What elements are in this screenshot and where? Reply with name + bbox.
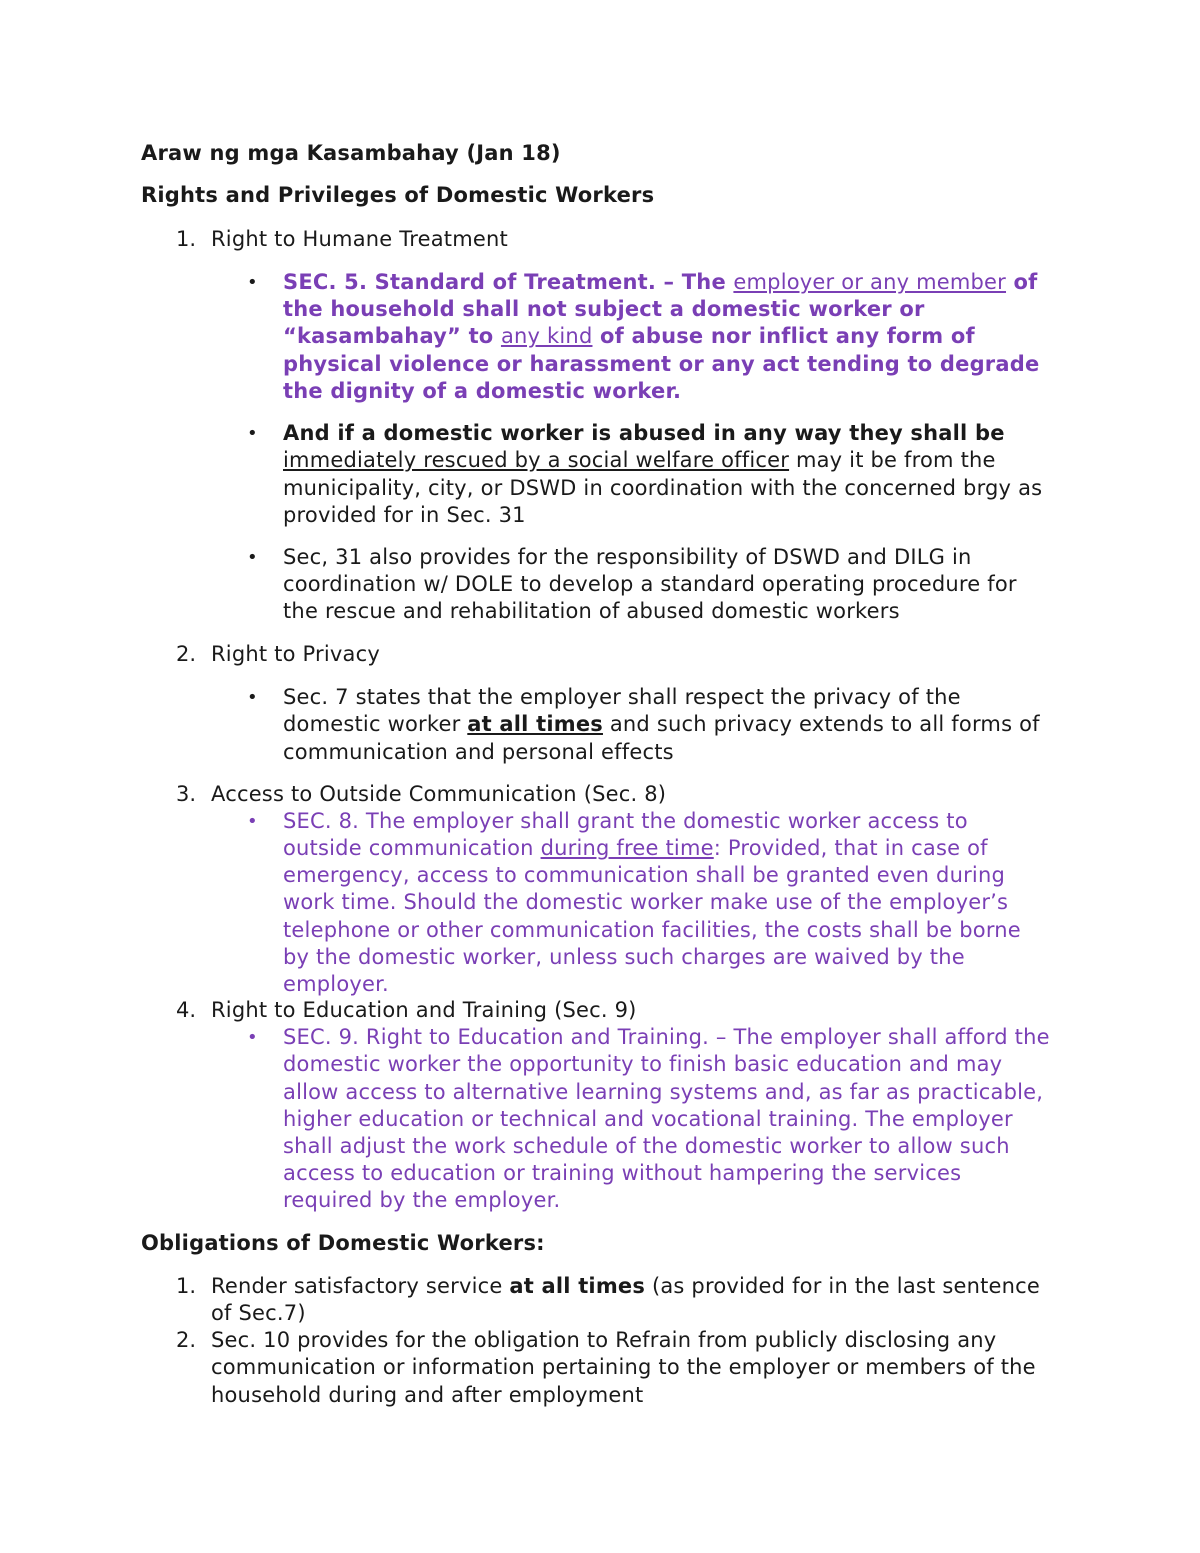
sec9-line: required by the employer.: [283, 1188, 561, 1212]
bullet-icon: •: [247, 423, 258, 444]
obligation-1-line: Render satisfactory service at all times (as provided for in the last sentence: [211, 1274, 1041, 1298]
sec5-line: the dignity of a domestic worker.: [283, 379, 682, 403]
sec7-line: Sec. 7 states that the employer shall respect the privacy of the: [283, 685, 961, 709]
abuse-rescue-line: municipality, city, or DSWD in coordination with the concerned brgy as: [283, 476, 1043, 500]
sec9-line: domestic worker the opportunity to finish basic education and may: [283, 1052, 1003, 1076]
obligation-1-line: of Sec.7): [211, 1301, 306, 1325]
obligation-2-line: Sec. 10 provides for the obligation to Refrain from publicly disclosing any: [211, 1328, 997, 1352]
bullet-icon: •: [247, 272, 258, 293]
abuse-rescue-line: immediately rescued by a social welfare officer may it be from the: [283, 448, 996, 472]
document-title: Araw ng mga Kasambahay (Jan 18): [141, 141, 561, 165]
sec5-line: SEC. 5. Standard of Treatment. – The employer or any member of: [283, 270, 1038, 294]
rights-heading: Rights and Privileges of Domestic Workers: [141, 183, 655, 207]
sec9-line: higher education or technical and vocational training. The employer: [283, 1107, 1013, 1131]
sec9-line: shall adjust the work schedule of the domestic worker to allow such: [283, 1134, 1010, 1158]
obligations-heading: Obligations of Domestic Workers:: [141, 1231, 545, 1255]
sec9-line: SEC. 9. Right to Education and Training. – The employer shall afford the: [283, 1025, 1050, 1049]
bullet-icon: •: [247, 811, 258, 832]
sec8-line: outside communication during free time: Provided, that in case of: [283, 836, 988, 860]
sec8-line: employer.: [283, 972, 389, 996]
obligation-2-line: communication or information pertaining to the employer or members of the: [211, 1355, 1036, 1379]
list-number: 4.: [176, 998, 197, 1022]
sec5-line: the household shall not subject a domestic worker or: [283, 297, 925, 321]
sec8-line: by the domestic worker, unless such charges are waived by the: [283, 945, 965, 969]
obligation-2-line: household during and after employment: [211, 1383, 644, 1407]
bullet-icon: •: [247, 1027, 258, 1048]
sec8-line: SEC. 8. The employer shall grant the domestic worker access to: [283, 809, 968, 833]
bullet-icon: •: [247, 547, 258, 568]
right-1-title: Right to Humane Treatment: [211, 227, 508, 251]
list-number: 1.: [176, 1274, 197, 1298]
right-3-title: Access to Outside Communication (Sec. 8): [211, 782, 667, 806]
list-number: 1.: [176, 227, 197, 251]
sec31-line: coordination w/ DOLE to develop a standard operating procedure for: [283, 572, 1017, 596]
sec31-line: Sec, 31 also provides for the responsibility of DSWD and DILG in: [283, 545, 972, 569]
sec9-line: allow access to alternative learning systems and, as far as practicable,: [283, 1080, 1044, 1104]
sec8-line: emergency, access to communication shall be granted even during: [283, 863, 1006, 887]
list-number: 2.: [176, 1328, 197, 1352]
right-2-title: Right to Privacy: [211, 642, 380, 666]
sec5-line: “kasambahay” to any kind of abuse nor inflict any form of: [283, 324, 975, 348]
sec5-line: physical violence or harassment or any act tending to degrade: [283, 352, 1040, 376]
sec8-line: work time. Should the domestic worker make use of the employer’s: [283, 890, 1009, 914]
sec7-line: domestic worker at all times and such privacy extends to all forms of: [283, 712, 1040, 736]
right-4-title: Right to Education and Training (Sec. 9): [211, 998, 637, 1022]
sec7-line: communication and personal effects: [283, 740, 674, 764]
sec9-line: access to education or training without hampering the services: [283, 1161, 962, 1185]
list-number: 3.: [176, 782, 197, 806]
sec31-line: the rescue and rehabilitation of abused domestic workers: [283, 599, 900, 623]
abuse-rescue-line: provided for in Sec. 31: [283, 503, 526, 527]
sec8-line: telephone or other communication facilities, the costs shall be borne: [283, 918, 1021, 942]
abuse-rescue-line: And if a domestic worker is abused in any way they shall be: [283, 421, 1005, 445]
bullet-icon: •: [247, 687, 258, 708]
list-number: 2.: [176, 642, 197, 666]
